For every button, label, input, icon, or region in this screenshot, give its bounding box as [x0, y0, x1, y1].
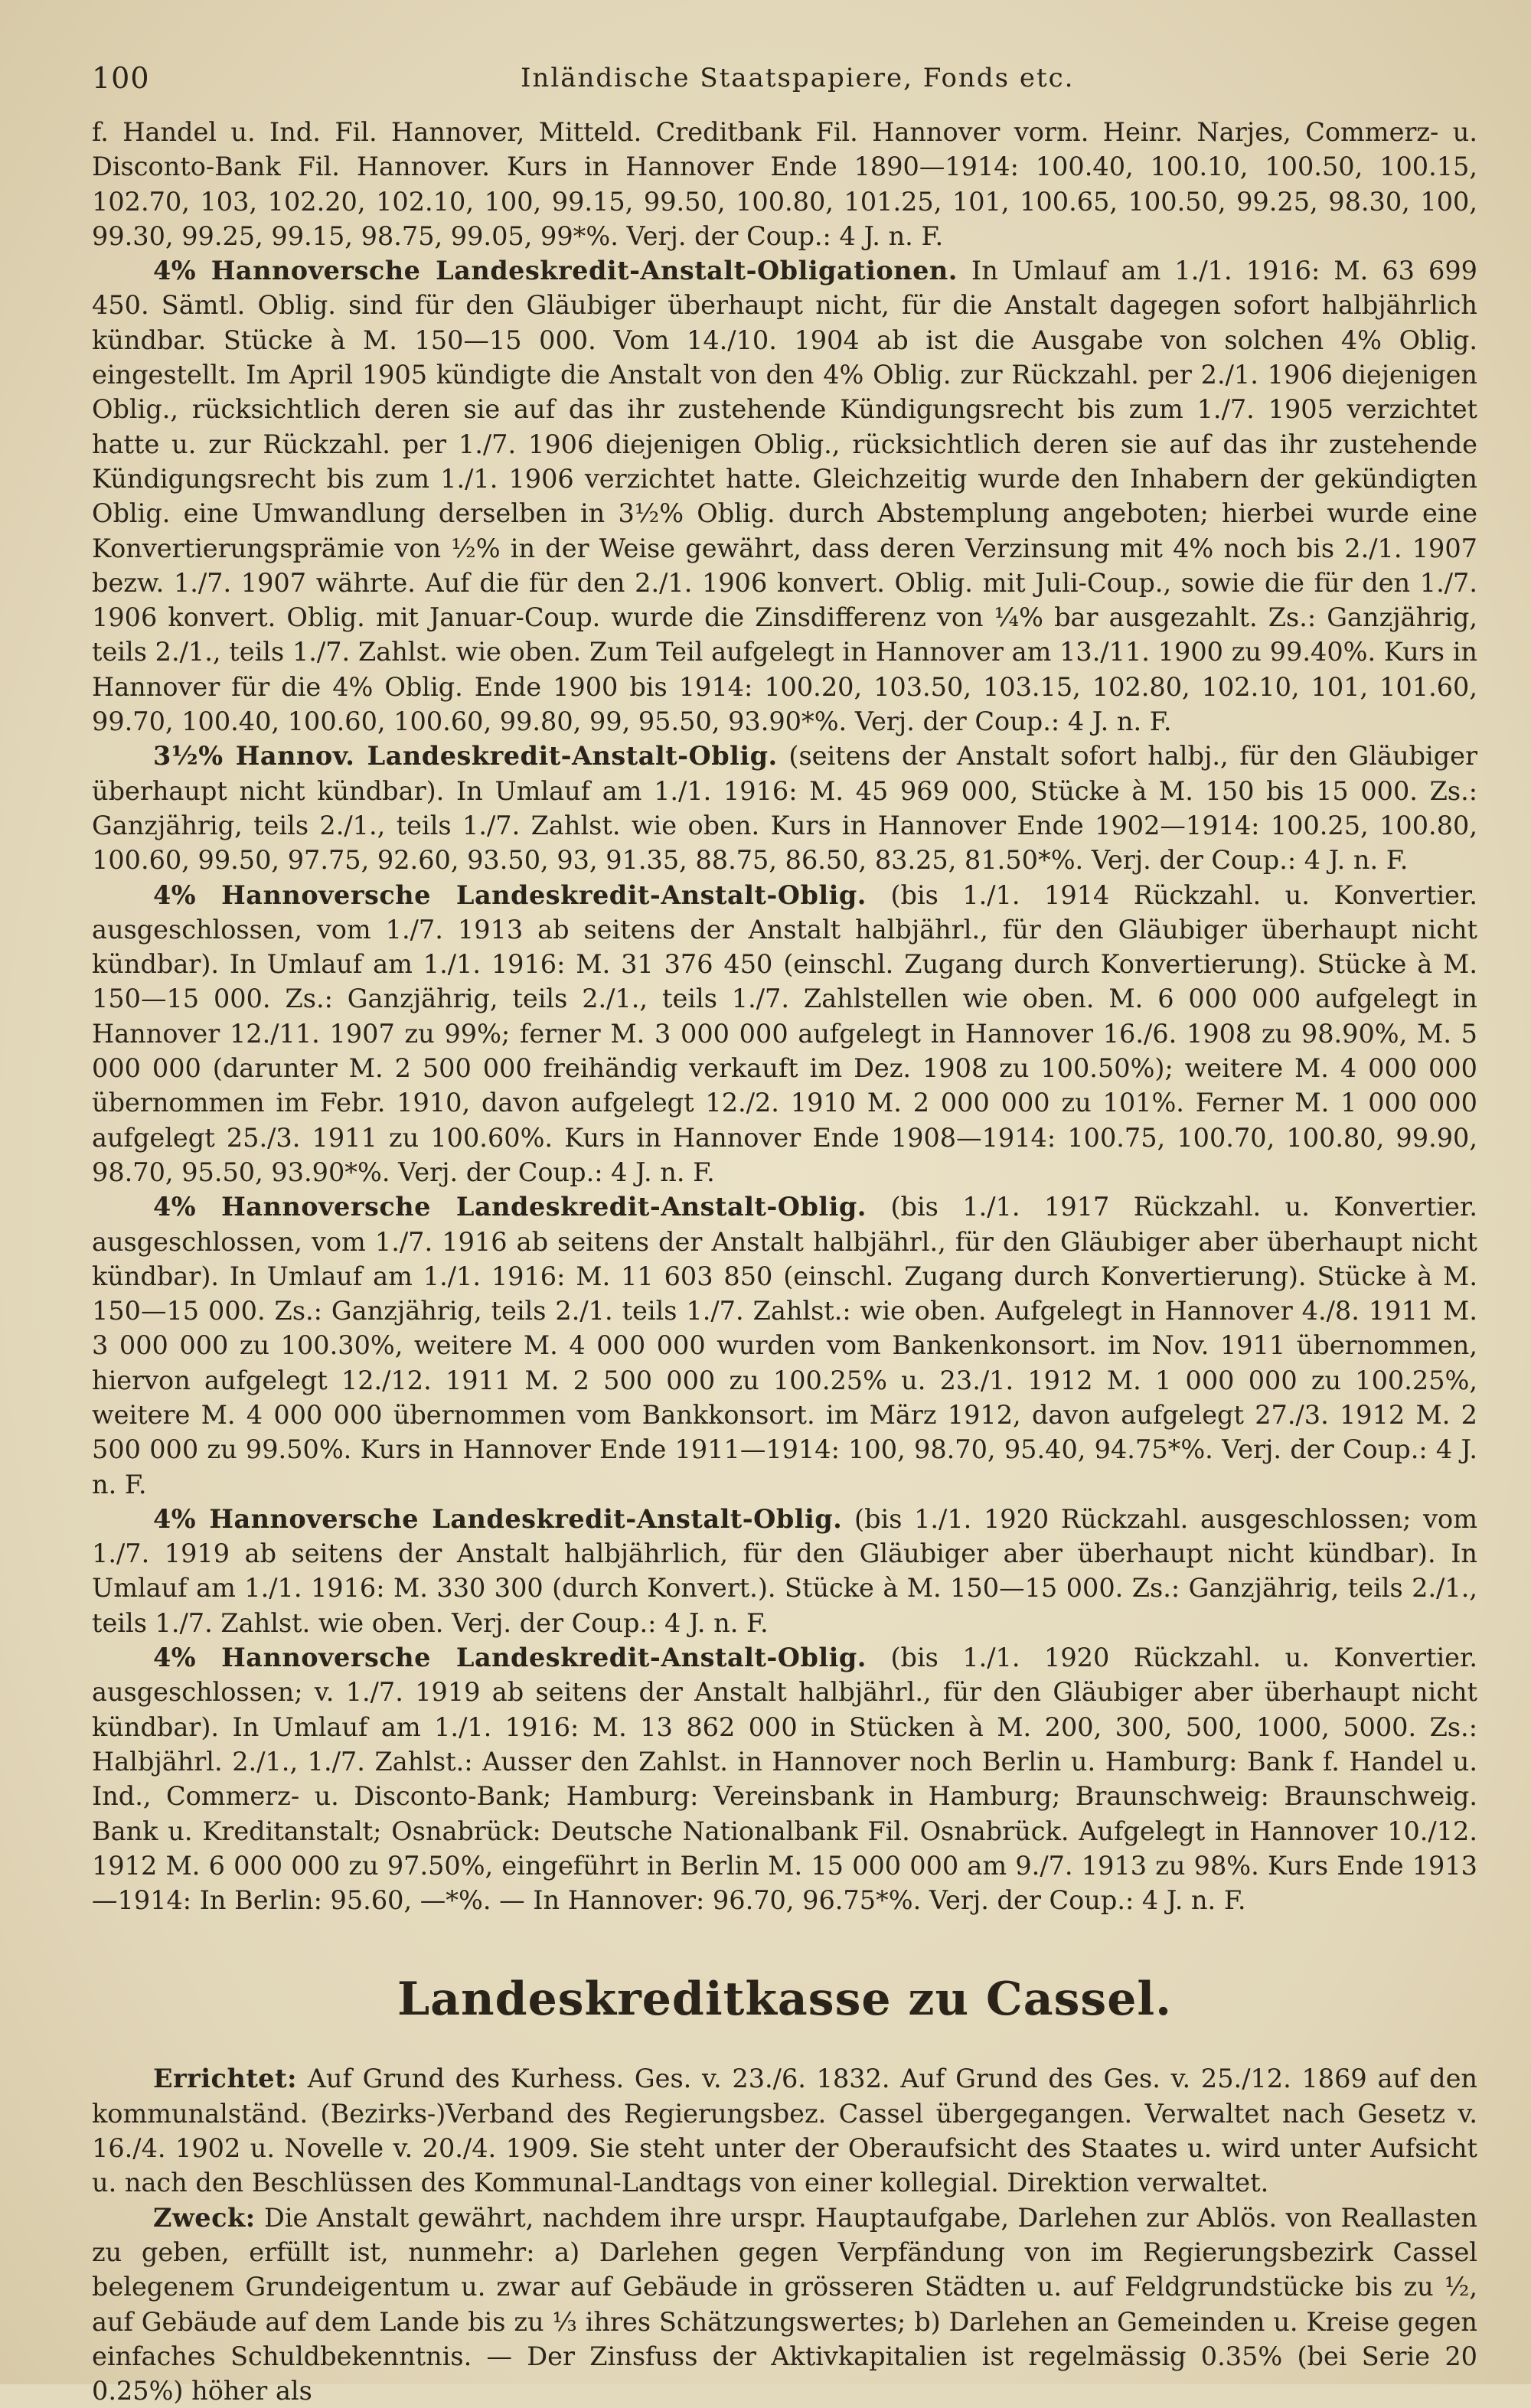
section-title: Landeskreditkasse zu Cassel. [397, 1972, 1173, 2027]
bond-entry [92, 1189, 1477, 1502]
section-body [92, 2061, 1477, 2408]
bond-entry [92, 1502, 1477, 1640]
paragraph-heading: Errichtet: [153, 2064, 297, 2094]
entry-body: (bis 1./1. 1914 Rückzahl. u. Konvertier. ausgeschlossen, vom 1./7. 1913 ab seitens der Anstalt halbjährl., für den Gläubiger überhaupt nicht kündbar). In Umlauf am 1./1. 1916: M. 31 376 450 (einschl. Zugang durch Konvertierung). Stücke à M. 150—15 000. Zs.: Ganzjährig, teils 2./1., teils 1./7. Zahlstellen wie oben. M. 6 000 000 aufgelegt in Hannover 12./11. 1907 zu 99%; ferner M. 3 000 000 aufgelegt in Hannover 16./6. 1908 zu 98.90%, M. 5 000 000 (darunter M. 2 500 000 freihändig verkauft im Dez. 1908 zu 100.50%); weitere M. 4 000 000 übernommen im Febr. 1910, davon aufgelegt 12./2. 1910 M. 2 000 000 zu 101%. Ferner M. 1 000 000 aufgelegt 25./3. 1911 zu 100.60%. Kurs in Hannover Ende 1908—1914: 100.75, 100.70, 100.80, 99.90, 98.70, 95.50, 93.90*%. Verj. der Coup.: 4 J. n. F. [92, 879, 1477, 1187]
entry-heading: 4% Hannoversche Landeskredit-Anstalt-Oblig. [153, 1192, 867, 1222]
entry-heading: 4% Hannoversche Landeskredit-Anstalt-Oblig. [153, 1643, 867, 1673]
paragraph-body: Auf Grund des Kurhess. Ges. v. 23./6. 1832. Auf Grund des Ges. v. 25./12. 1869 auf den kommunalständ. (Bezirks-)Verband des Regierungsbez. Cassel übergegangen. Verwaltet nach Gesetz v. 16./4. 1902 u. Novelle v. 20./4. 1909. Sie steht unter der Oberaufsicht des Staates u. wird unter Aufsicht u. nach den Beschlüssen des Kommunal-Landtags von einer kollegial. Direktion verwaltet. [92, 2064, 1477, 2198]
bond-entry [92, 253, 1477, 739]
entry-heading: 4% Hannoversche Landeskredit-Anstalt-Oblig. [153, 1503, 843, 1534]
bond-entry [92, 1640, 1477, 1917]
bond-entry [92, 739, 1477, 877]
entry-body: f. Handel u. Ind. Fil. Hannover, Mitteld. Creditbank Fil. Hannover vorm. Heinr. Narjes, Commerz- u. Disconto-Bank Fil. Hannover. Kurs in Hannover Ende 1890—1914: 100.40, 100.10, 100.50, 100.15, 102.70, 103, 102.20, 102.10, 100, 99.15, 99.50, 100.80, 101.25, 101, 100.65, 100.50, 99.25, 98.30, 100, 99.30, 99.25, 99.15, 98.75, 99.05, 99*%. Verj. der Coup.: 4 J. n. F. [92, 117, 1477, 251]
paragraph-body: Die Anstalt gewährt, nachdem ihre urspr. Hauptaufgabe, Darlehen zur Ablös. von Reallasten zu geben, erfüllt ist, nunmehr: a) Darlehen gegen Verpfändung von im Regierungsbezirk Cassel belegenem Grundeigentum u. zwar auf Gebäude in grösseren Städten u. auf Feldgrundstücke bis zu ½, auf Gebäude auf dem Lande bis zu ⅓ ihres Schätzungswertes; b) Darlehen an Gemeinden u. Kreise gegen einfaches Schuldbekenntnis. — Der Zinsfuss der Aktivkapitalien ist regelmässig 0.35% (bei Serie 20 0.25%) höher als [92, 2202, 1477, 2406]
entry-heading: 4% Hannoversche Landeskredit-Anstalt-Oblig. [153, 879, 867, 910]
page-number: 100 [92, 61, 150, 95]
entry-heading: 3½% Hannov. Landeskredit-Anstalt-Oblig. [153, 741, 778, 772]
section-paragraph [92, 2061, 1477, 2200]
running-title: Inländische Staatspapiere, Fonds etc. [521, 63, 1075, 93]
section-paragraph [92, 2201, 1477, 2408]
entry-heading: 4% Hannoversche Landeskredit-Anstalt-Obligationen. [153, 256, 958, 286]
entry-body: (bis 1./1. 1920 Rückzahl. u. Konvertier. ausgeschlossen; v. 1./7. 1919 ab seitens der Anstalt halbjährl., für den Gläubiger aber überhaupt nicht kündbar). In Umlauf am 1./1. 1916: M. 13 862 000 in Stücken à M. 200, 300, 500, 1000, 5000. Zs.: Halbjährl. 2./1., 1./7. Zahlst.: Ausser den Zahlst. in Hannover noch Berlin u. Hamburg: Bank f. Handel u. Ind., Commerz- u. Disconto-Bank; Hamburg: Vereinsbank in Hamburg; Braunschweig: Braunschweig. Bank u. Kreditanstalt; Osnabrück: Deutsche Nationalbank Fil. Osnabrück. Aufgelegt in Hannover 10./12. 1912 M. 6 000 000 zu 97.50%, eingeführt in Berlin M. 15 000 000 am 9./7. 1913 zu 98%. Kurs Ende 1913—1914: In Berlin: 95.60, —*%. — In Hannover: 96.70, 96.75*%. Verj. der Coup.: 4 J. n. F. [92, 1643, 1477, 1916]
entry-body: (seitens der Anstalt sofort halbj., für den Gläubiger überhaupt nicht kündbar). In Umlauf am 1./1. 1916: M. 45 969 000, Stücke à M. 150 bis 15 000. Zs.: Ganzjährig, teils 2./1., teils 1./7. Zahlst. wie oben. Kurs in Hannover Ende 1902—1914: 100.25, 100.80, 100.60, 99.50, 97.75, 92.60, 93.50, 93, 91.35, 88.75, 86.50, 83.25, 81.50*%. Verj. der Coup.: 4 J. n. F. [92, 741, 1478, 876]
entry-body: In Umlauf am 1./1. 1916: M. 63 699 450. Sämtl. Oblig. sind für den Gläubiger überhaupt nicht, für die Anstalt dagegen sofort halbjährlich kündbar. Stücke à M. 150—15 000. Vom 14./10. 1904 ab ist die Ausgabe von solchen 4% Oblig. eingestellt. Im April 1905 kündigte die Anstalt von den 4% Oblig. zur Rückzahl. per 2./1. 1906 diejenigen Oblig., rücksichtlich deren sie auf das ihr zustehende Kündigungsrecht bis zum 1./7. 1905 verzichtet hatte u. zur Rückzahl. per 1./7. 1906 diejenigen Oblig., rücksichtlich deren sie auf das ihr zustehende Kündigungsrecht bis zum 1./1. 1906 verzichtet hatte. Gleichzeitig wurde den Inhabern der gekündigten Oblig. eine Umwandlung derselben in 3½% Oblig. durch Abstemplung angeboten; hierbei wurde eine Konvertierungsprämie von ½% in der Weise gewährt, dass deren Verzinsung mit 4% noch bis 2./1. 1907 bezw. 1./7. 1907 währte. Auf die für den 2./1. 1906 konvert. Oblig. mit Juli-Coup., sowie die für den 1./7. 1906 konvert. Oblig. mit Januar-Coup. wurde die Zinsdifferenz von ¼% bar ausgezahlt. Zs.: Ganzjährig, teils 2./1., teils 1./7. Zahlst. wie oben. Zum Teil aufgelegt in Hannover am 13./11. 1900 zu 99.40%. Kurs in Hannover für die 4% Oblig. Ende 1900 bis 1914: 100.20, 103.50, 103.15, 102.80, 102.10, 101, 101.60, 99.70, 100.40, 100.60, 100.60, 99.80, 99, 95.50, 93.90*%. Verj. der Coup.: 4 J. n. F. [92, 256, 1477, 737]
page-header [92, 61, 1477, 115]
entry-body: (bis 1./1. 1917 Rückzahl. u. Konvertier. ausgeschlossen, vom 1./7. 1916 ab seitens der Anstalt halbjährl., für den Gläubiger aber überhaupt nicht kündbar). In Umlauf am 1./1. 1916: M. 11 603 850 (einschl. Zugang durch Konvertierung). Stücke à M. 150—15 000. Zs.: Ganzjährig, teils 2./1. teils 1./7. Zahlst.: wie oben. Aufgelegt in Hannover 4./8. 1911 M. 3 000 000 zu 100.30%, weitere M. 4 000 000 wurden vom Bankenkonsort. im Nov. 1911 übernommen, hiervon aufgelegt 12./12. 1911 M. 2 500 000 zu 100.25% u. 23./1. 1912 M. 1 000 000 zu 100.25%, weitere M. 4 000 000 übernommen vom Bankkonsort. im März 1912, davon aufgelegt 27./3. 1912 M. 2 500 000 zu 99.50%. Kurs in Hannover Ende 1911—1914: 100, 98.70, 95.40, 94.75*%. Verj. der Coup.: 4 J. n. F. [92, 1192, 1477, 1499]
bond-entry [92, 878, 1477, 1190]
paragraph-heading: Zweck: [153, 2202, 256, 2233]
bond-entry-continuation [92, 115, 1477, 253]
entry-body: (bis 1./1. 1920 Rückzahl. ausgeschlossen; vom 1./7. 1919 ab seitens der Anstalt halbjährlich, für den Gläubiger aber überhaupt nicht kündbar). In Umlauf am 1./1. 1916: M. 330 300 (durch Konvert.). Stücke à M. 150—15 000. Zs.: Ganzjährig, teils 2./1., teils 1./7. Zahlst. wie oben. Verj. der Coup.: 4 J. n. F. [92, 1503, 1477, 1638]
bond-listings [92, 115, 1477, 1917]
